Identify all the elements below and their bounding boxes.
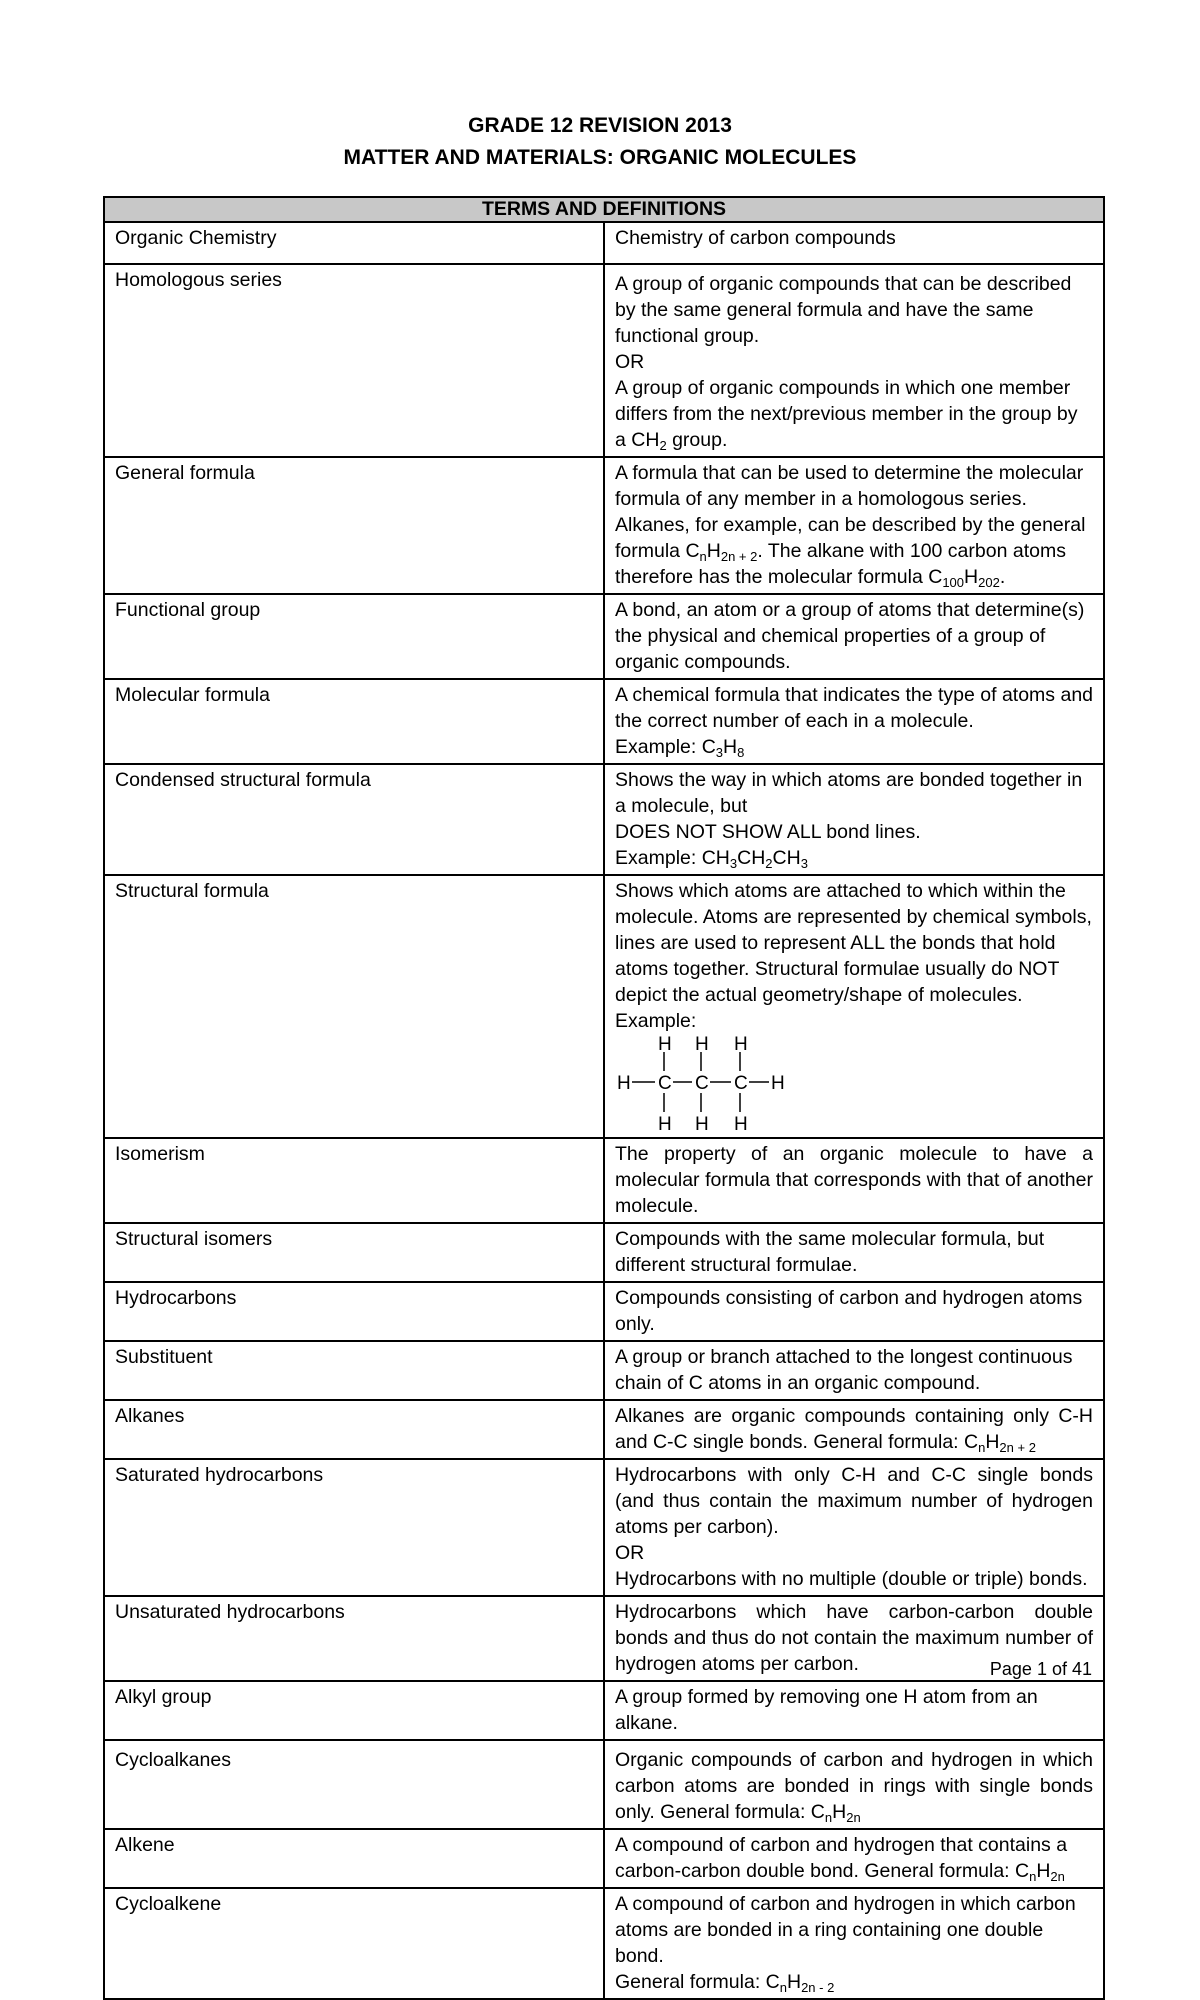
subscript: 2 bbox=[659, 438, 667, 453]
table-row bbox=[104, 1400, 1104, 1459]
term-cell: Saturated hydrocarbons bbox=[104, 1459, 604, 1596]
term-cell: Cycloalkene bbox=[104, 1888, 604, 1999]
term-cell: Structural formula bbox=[104, 875, 604, 1138]
table-row bbox=[104, 875, 1104, 1138]
example-text bbox=[615, 845, 1093, 871]
carbon-atom: C bbox=[695, 1073, 709, 1094]
subscript: 100 bbox=[942, 575, 965, 590]
example-text bbox=[615, 734, 1093, 760]
document-subtitle: MATTER AND MATERIALS: ORGANIC MOLECULES bbox=[343, 146, 857, 169]
term-cell: Substituent bbox=[104, 1341, 604, 1400]
subscript: 2n - 2 bbox=[801, 1980, 835, 1995]
subscript: 2n bbox=[1050, 1869, 1065, 1884]
text-part: CH bbox=[737, 847, 766, 869]
table-row bbox=[104, 222, 1104, 264]
propane-structural-formula bbox=[615, 1036, 815, 1134]
definition-cell bbox=[604, 1829, 1104, 1888]
term-cell: Homologous series bbox=[104, 264, 604, 457]
subscript: 8 bbox=[737, 745, 745, 760]
definition-text: DOES NOT SHOW ALL bond lines. bbox=[615, 821, 921, 843]
table-row bbox=[104, 1282, 1104, 1341]
hydrogen-atom: H bbox=[695, 1036, 709, 1055]
table-row bbox=[104, 679, 1104, 764]
hydrogen-atom: H bbox=[658, 1114, 672, 1134]
definition-cell: A group or branch attached to the longest continuous chain of C atoms in an organic compound. bbox=[604, 1341, 1104, 1400]
text-part: CH bbox=[772, 847, 801, 869]
term-cell: Condensed structural formula bbox=[104, 764, 604, 875]
text-part: H bbox=[964, 566, 979, 588]
definition-cell bbox=[604, 1459, 1104, 1596]
text-part: group. bbox=[666, 429, 728, 451]
text-part: General formula: C bbox=[615, 1971, 780, 1993]
table-row bbox=[104, 594, 1104, 679]
definition-text: A compound of carbon and hydrogen in which carbon atoms are bonded in a ring containing one double bond. bbox=[615, 1893, 1076, 1967]
definition-text bbox=[615, 375, 1093, 453]
definition-cell bbox=[604, 1888, 1104, 1999]
definition-cell: A group formed by removing one H atom from an alkane. bbox=[604, 1681, 1104, 1740]
subscript: n bbox=[978, 1440, 986, 1455]
subscript: n bbox=[1029, 1869, 1037, 1884]
carbon-atom: C bbox=[658, 1073, 672, 1094]
definition-cell: A bond, an atom or a group of atoms that determine(s) the physical and chemical properties of a group of organic compounds. bbox=[604, 594, 1104, 679]
table-header-row bbox=[104, 197, 1104, 222]
definition-text: A chemical formula that indicates the type of atoms and the correct number of each in a molecule. bbox=[615, 684, 1094, 732]
text-part: . The alkane with 100 carbon atoms therefore has the molecular formula C bbox=[615, 540, 1066, 588]
text-part: H bbox=[706, 540, 721, 562]
text-part: Example: CH bbox=[615, 847, 730, 869]
subscript: 3 bbox=[715, 745, 724, 760]
definition-cell: Compounds consisting of carbon and hydrogen atoms only. bbox=[604, 1282, 1104, 1341]
definition-cell bbox=[604, 1740, 1104, 1829]
text-part: H bbox=[1036, 1860, 1051, 1882]
subscript: 2n + 2 bbox=[999, 1440, 1036, 1455]
general-formula-text bbox=[615, 1969, 1093, 1995]
subscript: 202 bbox=[978, 575, 1000, 590]
table-row bbox=[104, 1829, 1104, 1888]
definition-cell bbox=[604, 875, 1104, 1138]
subscript: n bbox=[699, 549, 707, 564]
text-part: H bbox=[832, 1801, 847, 1823]
subscript: 3 bbox=[729, 856, 738, 871]
hydrogen-atom: H bbox=[617, 1073, 631, 1094]
page-number: Page 1 of 41 bbox=[989, 1659, 1092, 1679]
hydrogen-atom: H bbox=[771, 1073, 785, 1094]
subscript: 2n bbox=[846, 1810, 861, 1825]
text-part: Organic compounds of carbon and hydrogen in which carbon atoms are bonded in rings with single bonds only. General formula: C bbox=[615, 1749, 1093, 1823]
definition-cell bbox=[604, 679, 1104, 764]
text-part: . bbox=[999, 566, 1006, 588]
definition-text: Hydrocarbons with only C-H and C-C single bonds (and thus contain the maximum number of hydrogen atoms per carbon). bbox=[615, 1464, 1093, 1538]
term-cell: Isomerism bbox=[104, 1138, 604, 1223]
term-cell: Structural isomers bbox=[104, 1223, 604, 1282]
definition-cell bbox=[604, 264, 1104, 457]
definition-text: Shows the way in which atoms are bonded together in a molecule, but bbox=[615, 769, 1083, 817]
table-row bbox=[104, 764, 1104, 875]
table-row bbox=[104, 1138, 1104, 1223]
term-cell: Alkene bbox=[104, 1829, 604, 1888]
hydrogen-atom: H bbox=[734, 1114, 748, 1134]
term-cell: Alkanes bbox=[104, 1400, 604, 1459]
or-text: OR bbox=[615, 1542, 645, 1564]
text-part: A group of organic compounds in which one member differs from the next/previous member in the group by a CH bbox=[615, 377, 1078, 451]
subscript: 2 bbox=[765, 856, 773, 871]
definition-cell bbox=[604, 764, 1104, 875]
definition-cell: Chemistry of carbon compounds bbox=[604, 222, 1104, 264]
definition-cell: The property of an organic molecule to have a molecular formula that corresponds with that of another molecule. bbox=[604, 1138, 1104, 1223]
or-text: OR bbox=[615, 351, 645, 373]
definition-text: A group of organic compounds that can be described by the same general formula and have the same functional group. bbox=[615, 273, 1072, 347]
hydrogen-atom: H bbox=[658, 1036, 672, 1055]
table-row bbox=[104, 1596, 1104, 1681]
hydrogen-atom: H bbox=[734, 1036, 748, 1055]
subscript: 2n + 2 bbox=[720, 549, 758, 564]
hydrogen-atom: H bbox=[695, 1114, 709, 1134]
definition-cell: Hydrocarbons which have carbon-carbon double bonds and thus do not contain the maximum number of hydrogen atoms per carbon. bbox=[604, 1596, 1104, 1681]
table-row bbox=[104, 1740, 1104, 1829]
terms-table bbox=[103, 196, 1105, 2000]
text-part: Example: C bbox=[615, 736, 716, 758]
definition-cell: Compounds with the same molecular formula, but different structural formulae. bbox=[604, 1223, 1104, 1282]
term-cell: Organic Chemistry bbox=[104, 222, 604, 264]
definition-cell bbox=[604, 1400, 1104, 1459]
definition-text: Hydrocarbons with no multiple (double or triple) bonds. bbox=[615, 1568, 1088, 1590]
example-label: Example: bbox=[615, 1010, 697, 1032]
subscript: n bbox=[824, 1810, 833, 1825]
text-part: A compound of carbon and hydrogen that contains a carbon-carbon double bond. General formula: C bbox=[615, 1834, 1068, 1882]
table-row bbox=[104, 1459, 1104, 1596]
term-cell: Alkyl group bbox=[104, 1681, 604, 1740]
definition-cell bbox=[604, 457, 1104, 594]
definition-text: Shows which atoms are attached to which within the molecule. Atoms are represented by chemical symbols, lines are used to represent ALL the bonds that hold atoms together. Structural formulae usually do NOT depict the actual geometry/shape of molecules. bbox=[615, 880, 1092, 1006]
term-cell: Cycloalkanes bbox=[104, 1740, 604, 1829]
term-cell: Hydrocarbons bbox=[104, 1282, 604, 1341]
term-cell: Molecular formula bbox=[104, 679, 604, 764]
document-title: GRADE 12 REVISION 2013 bbox=[468, 114, 732, 137]
table-row bbox=[104, 1681, 1104, 1740]
text-part: A formula that can be used to determine the molecular formula of any member in a homologous series. Alkanes, for example, can be described by the general formula C bbox=[615, 462, 1086, 562]
table-row bbox=[104, 1341, 1104, 1400]
subscript: n bbox=[779, 1980, 787, 1995]
term-cell: General formula bbox=[104, 457, 604, 594]
table-row bbox=[104, 1888, 1104, 1999]
text-part: H bbox=[786, 1971, 802, 1993]
table-heading: TERMS AND DEFINITIONS bbox=[104, 197, 1104, 222]
text-part: H bbox=[985, 1431, 1000, 1453]
term-cell: Functional group bbox=[104, 594, 604, 679]
text-part: H bbox=[723, 736, 738, 758]
text-part: Alkanes are organic compounds containing only C-H and C-C single bonds. General formula: C bbox=[615, 1405, 1093, 1453]
table-row bbox=[104, 264, 1104, 457]
subscript: 3 bbox=[800, 856, 808, 871]
carbon-atom: C bbox=[734, 1073, 748, 1094]
table-row bbox=[104, 1223, 1104, 1282]
table-row bbox=[104, 457, 1104, 594]
term-cell: Unsaturated hydrocarbons bbox=[104, 1596, 604, 1681]
